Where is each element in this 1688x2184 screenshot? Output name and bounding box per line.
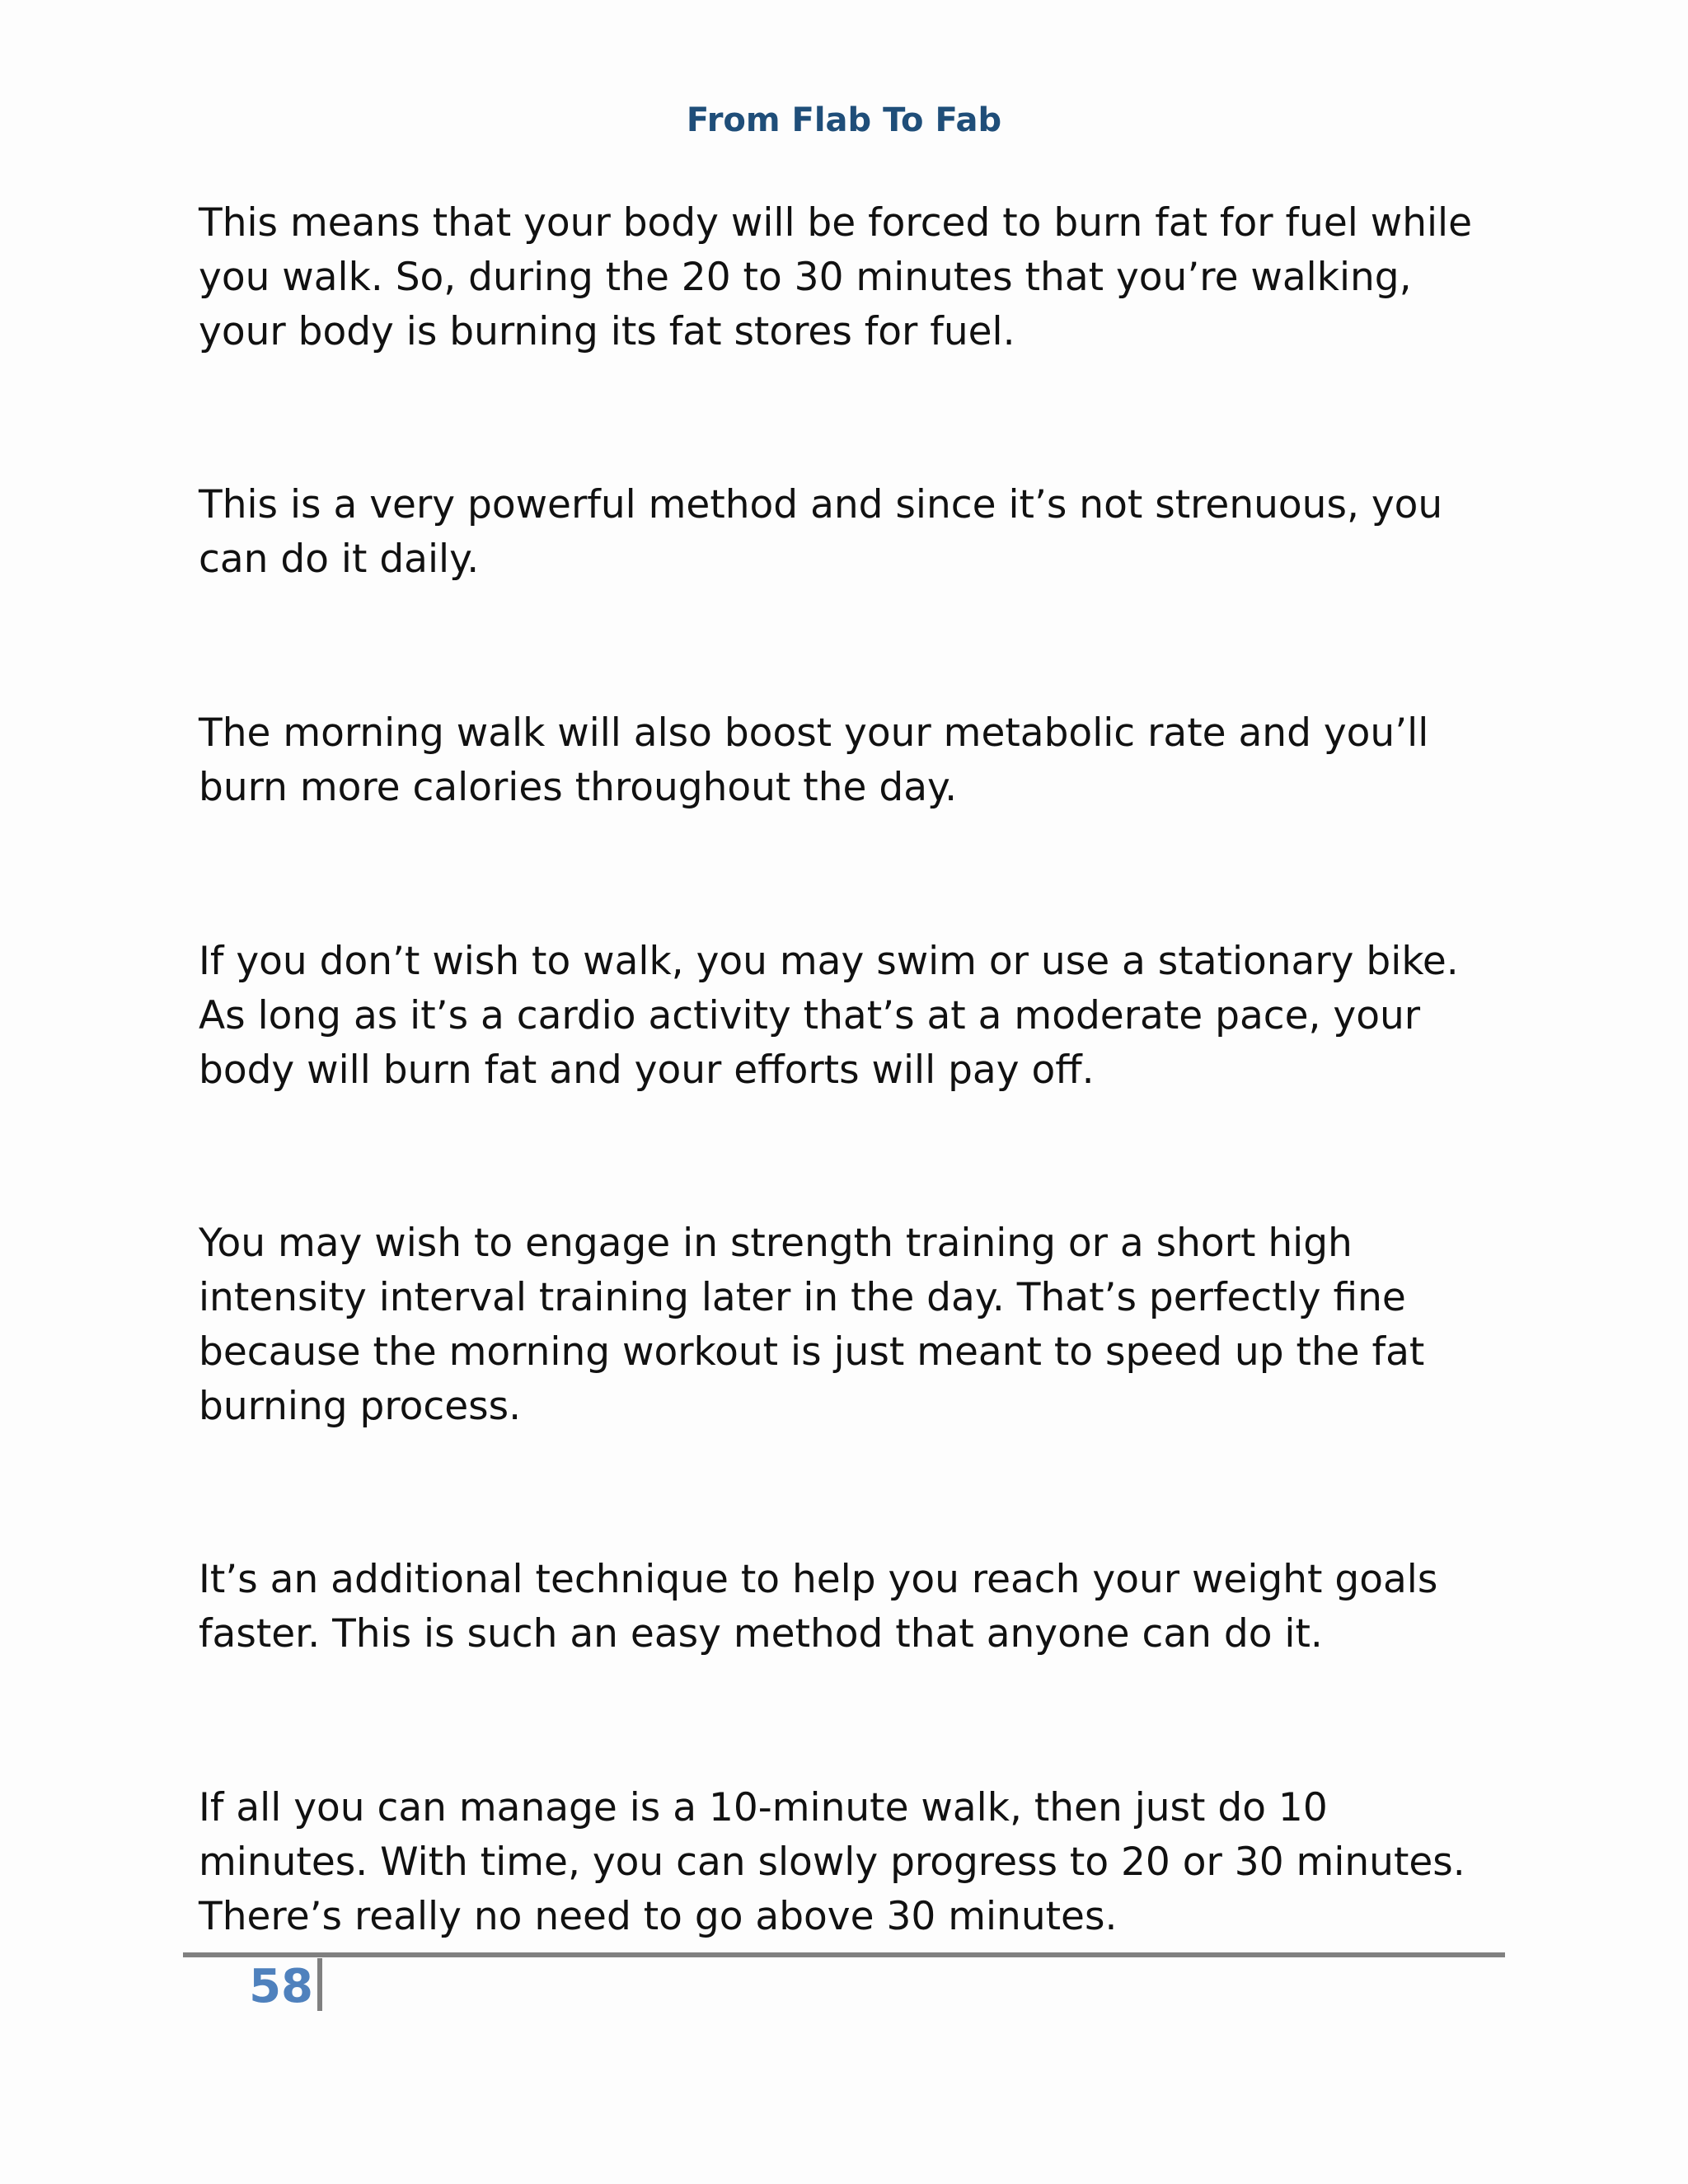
running-header-title: From Flab To Fab bbox=[686, 101, 1002, 139]
body-paragraph-1: This means that your body will be forced to burn fat for fuel while you walk. So, during the 20 to 30 minutes that you’re walking, your body is burning its fat stores for fuel. bbox=[199, 200, 1473, 354]
body-paragraph-6: It’s an additional technique to help you reach your weight goals faster. This is such an easy method that anyone can do it. bbox=[199, 1557, 1438, 1657]
page-number-divider bbox=[317, 1958, 322, 2011]
page-number: 58 bbox=[249, 1960, 313, 2013]
body-paragraph-5: You may wish to engage in strength training or a short high intensity interval training later in the day. That’s perfectly fine because the morning workout is just meant to speed up the fat burning process. bbox=[199, 1221, 1425, 1429]
footer-divider bbox=[183, 1952, 1505, 1957]
body-paragraph-2: This is a very powerful method and since it’s not strenuous, you can do it daily. bbox=[199, 482, 1443, 582]
body-paragraph-4: If you don’t wish to walk, you may swim or use a stationary bike. As long as it’s a cardio activity that’s at a moderate pace, your body will burn fat and your efforts will pay off. bbox=[199, 939, 1459, 1093]
body-paragraph-7: If all you can manage is a 10-minute walk, then just do 10 minutes. With time, you can slowly progress to 20 or 30 minutes. There’s really no need to go above 30 minutes. bbox=[199, 1785, 1465, 1939]
body-paragraph-3: The morning walk will also boost your metabolic rate and you’ll burn more calories throughout the day. bbox=[199, 710, 1429, 810]
